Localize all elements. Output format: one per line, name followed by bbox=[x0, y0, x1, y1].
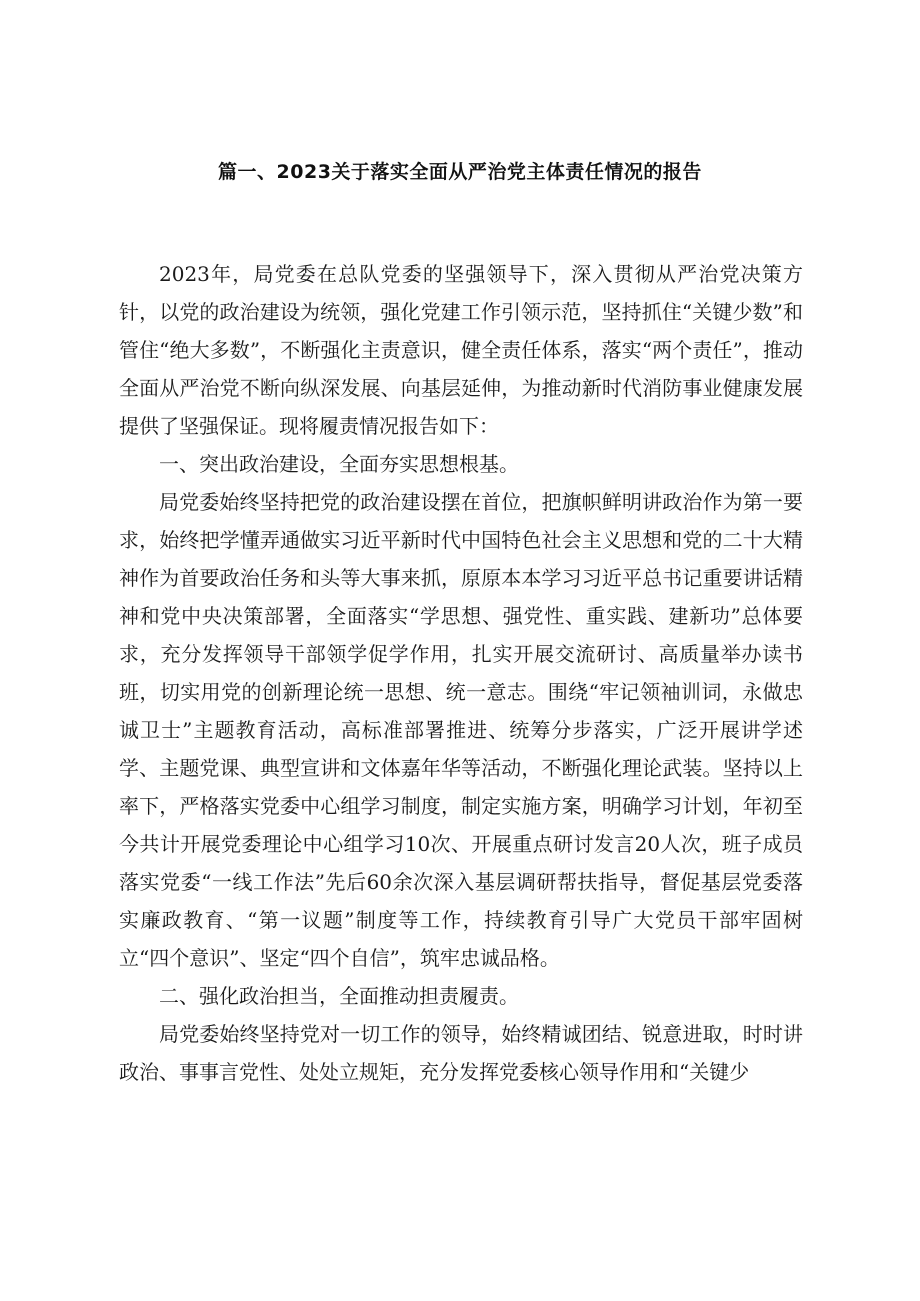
intro-paragraph: 2023年，局党委在总队党委的坚强领导下，深入贯彻从严治党决策方针，以党的政治建设为统领，强化党建工作引领示范，坚持抓住“关键少数”和管住“绝大多数”，不断强化主责意识，健全责任体系，落实“两个责任”，推动全面从严治党不断向纵深发展、向基层延伸，为推动新时代消防事业健康发展提供了坚强保证。现将履责情况报告如下： bbox=[119, 262, 803, 438]
section-heading-2: 二、强化政治担当，全面推动担责履责。 bbox=[159, 984, 519, 1008]
document-title: 篇一、2023关于落实全面从严治党主体责任情况的报告 bbox=[218, 161, 702, 183]
section-heading-1: 一、突出政治建设，全面夯实思想根基。 bbox=[159, 452, 519, 476]
document-body bbox=[119, 255, 803, 1091]
section-2-paragraph: 局党委始终坚持党对一切工作的领导，始终精诚团结、锐意进取，时时讲政治、事事言党性、处处立规矩，充分发挥党委核心领导作用和“关键少 bbox=[119, 1022, 803, 1084]
section-1-paragraph: 局党委始终坚持把党的政治建设摆在首位，把旗帜鲜明讲政治作为第一要求，始终把学懂弄通做实习近平新时代中国特色社会主义思想和党的二十大精神作为首要政治任务和头等大事来抓，原原本本学习习近平总书记重要讲话精神和党中央决策部署，全面落实“学思想、强党性、重实践、建新功”总体要求，充分发挥领导干部领学促学作用，扎实开展交流研讨、高质量举办读书班，切实用党的创新理论统一思想、统一意志。围绕“牢记领袖训词，永做忠诚卫士”主题教育活动，高标准部署推进、统筹分步落实，广泛开展讲学述学、主题党课、典型宣讲和文体嘉年华等活动，不断强化理论武装。坚持以上率下，严格落实党委中心组学习制度，制定实施方案，明确学习计划，年初至今共计开展党委理论中心组学习10次、开展重点研讨发言20人次，班子成员落实党委“一线工作法”先后60余次深入基层调研帮扶指导，督促基层党委落实廉政教育、“第一议题”制度等工作，持续教育引导广大党员干部牢固树立“四个意识”、坚定“四个自信”，筑牢忠诚品格。 bbox=[119, 490, 803, 970]
